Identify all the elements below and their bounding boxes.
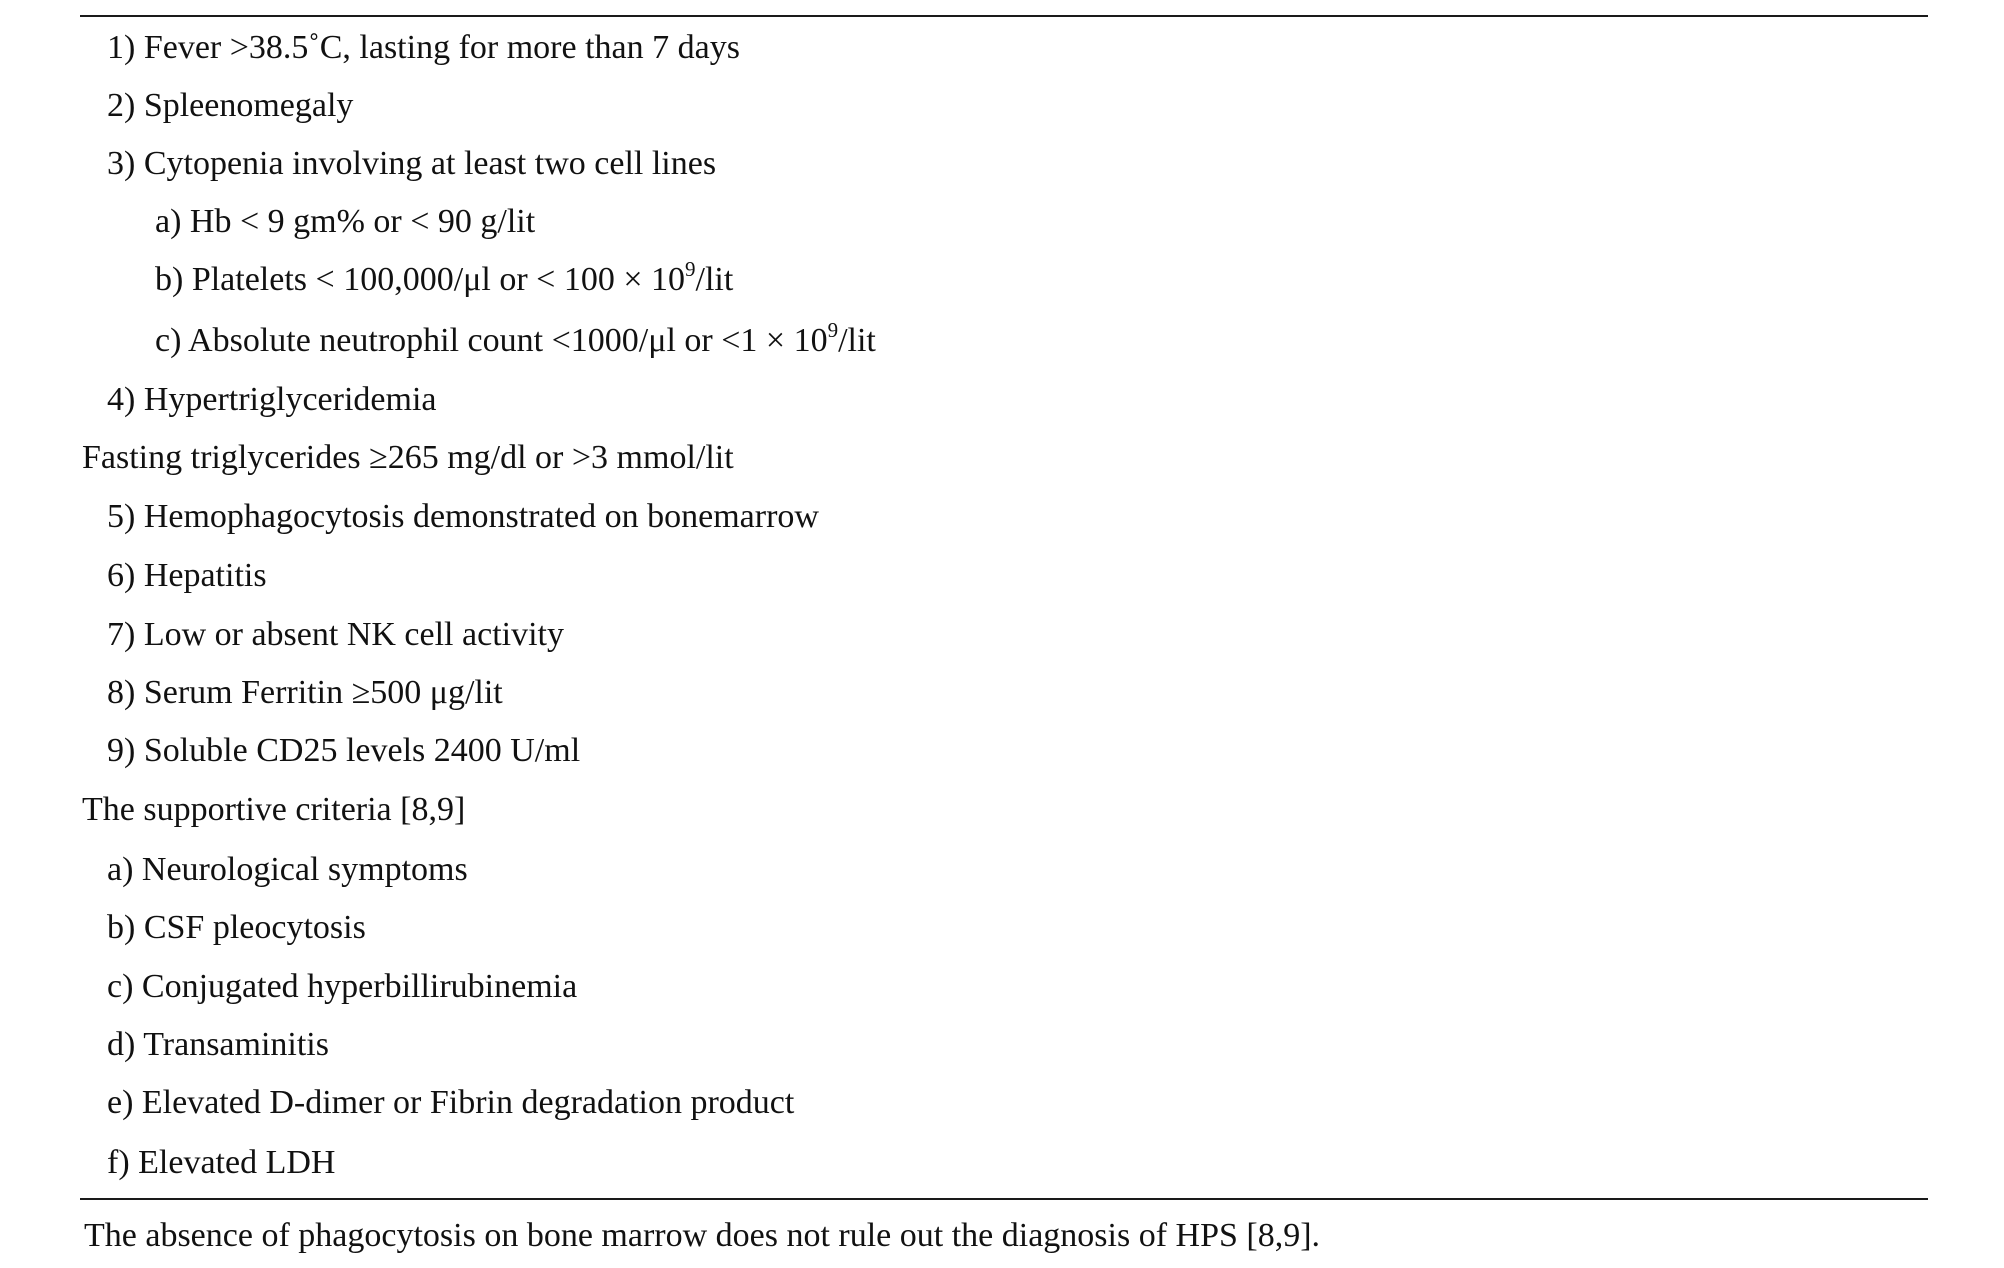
list-item: b) Platelets < 100,000/μl or < $100 \times 10^9$/lit — [155, 257, 734, 298]
list-item: 1) Fever >38.5˚C, lasting for more than 7 days — [107, 29, 740, 66]
list-item: 8) Serum Ferritin ≥500 μg/lit — [107, 674, 503, 711]
table-footnote: The absence of phagocytosis on bone marrow does not rule out the diagnosis of HPS [8,9]. — [84, 1217, 1321, 1254]
list-item: b) CSF pleocytosis — [107, 909, 366, 946]
list-item: c) Conjugated hyperbillirubinemia — [107, 968, 578, 1005]
list-item: 4) Hypertriglyceridemia — [107, 381, 437, 418]
list-item: 5) Hemophagocytosis demonstrated on bonemarrow — [107, 498, 819, 535]
list-item: The supportive criteria [8,9] — [82, 791, 466, 828]
list-item: Fasting triglycerides ≥265 mg/dl or >3 mmol/lit — [82, 439, 734, 476]
list-item: 6) Hepatitis — [107, 557, 267, 594]
list-item: f) Elevated LDH — [107, 1144, 336, 1181]
list-item: 9) Soluble CD25 levels 2400 U/ml — [107, 732, 581, 769]
list-item: a) Hb < 9 gm% or < 90 g/lit — [155, 203, 536, 240]
table-top-rule — [80, 15, 1928, 17]
list-item: a) Neurological symptoms — [107, 851, 468, 888]
list-item: 7) Low or absent NK cell activity — [107, 616, 564, 653]
list-item: 2) Spleenomegaly — [107, 87, 354, 124]
list-item: 3) Cytopenia involving at least two cell lines — [107, 145, 717, 182]
table-bottom-rule — [80, 1198, 1928, 1200]
list-item: c) Absolute neutrophil count <1000/μl or $<1 \times 10^9$/lit — [155, 318, 876, 359]
list-item: d) Transaminitis — [107, 1026, 329, 1063]
list-item: e) Elevated D-dimer or Fibrin degradation product — [107, 1084, 795, 1121]
